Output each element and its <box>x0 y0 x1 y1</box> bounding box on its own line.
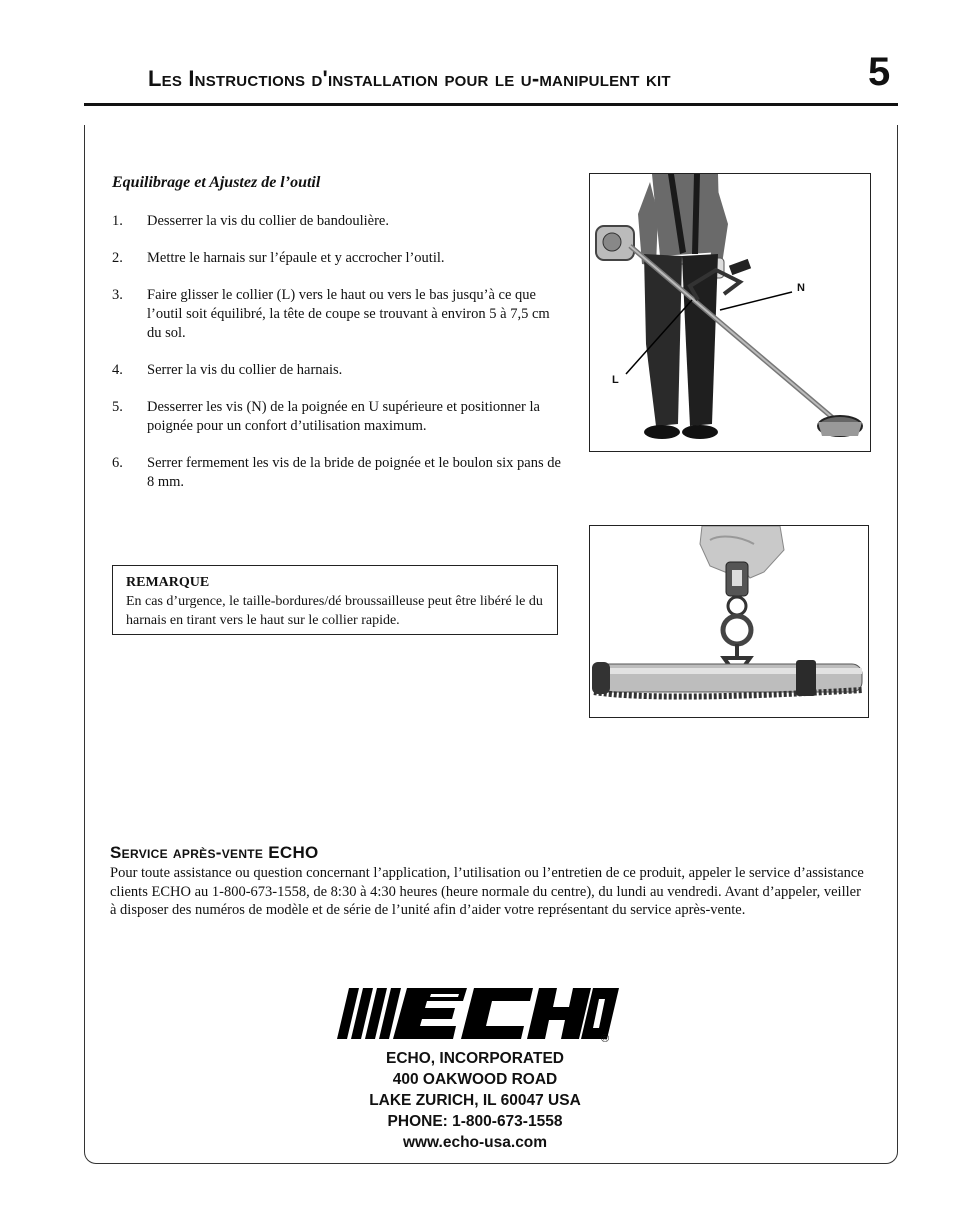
company-name: ECHO, INCORPORATED <box>386 1050 564 1067</box>
step-number: 2. <box>112 250 123 266</box>
step-text: Serrer fermement les vis de la bride de poignée et le boulon six pans de 8 mm. <box>147 455 561 490</box>
note-title: REMARQUE <box>126 575 210 590</box>
step-item <box>112 398 567 436</box>
page-number: 5 <box>868 50 891 94</box>
step-text: Serrer la vis du collier de harnais. <box>147 362 343 378</box>
note-box <box>112 565 558 635</box>
company-address <box>300 1048 650 1153</box>
company-website[interactable]: www.echo-usa.com <box>402 1134 548 1151</box>
step-item <box>112 249 567 268</box>
callout-label-l: L <box>612 374 619 386</box>
step-item <box>112 212 567 231</box>
step-number: 6. <box>112 455 123 471</box>
page-title: Les Instructions d'installation pour le u-manipulent kit <box>148 66 671 91</box>
step-text: Desserrer les vis (N) de la poignée en U supérieure et positionner la poignée pour un confort d’utilisation maximum. <box>147 399 540 434</box>
step-number: 3. <box>112 287 123 303</box>
step-number: 5. <box>112 399 123 415</box>
service-title: Service après-vente ECHO <box>110 843 319 862</box>
company-city: LAKE ZURICH, IL 60047 USA <box>369 1092 581 1109</box>
service-text: Pour toute assistance ou question concernant l’application, l’utilisation ou l’entretien de ce produit, appeler le service d’assistance clients ECHO au 1-800-673-1558, de 8:30 à 4:30 heures (heure normale du centre), du lundi au vendredi. Avant d’appeler, veiller à disposer des numéros de modèle et de série de l’unité afin d’aider votre représentant du service après-vente. <box>110 865 864 918</box>
section-heading: Equilibrage et Ajustez de l’outil <box>112 174 321 191</box>
company-phone: PHONE: 1-800-673-1558 <box>387 1113 563 1130</box>
quick-release-photo <box>589 525 869 718</box>
step-number: 4. <box>112 362 123 378</box>
company-street: 400 OAKWOOD ROAD <box>392 1071 558 1088</box>
step-item <box>112 454 567 492</box>
trimmer-operator-illustration <box>590 174 870 451</box>
step-text: Desserrer la vis du collier de bandoulière. <box>147 213 389 229</box>
note-text: En cas d’urgence, le taille-bordures/dé broussailleuse peut être libéré le du harnais en tirant vers le haut sur le collier rapide. <box>126 594 543 628</box>
step-text: Mettre le harnais sur l’épaule et y accrocher l’outil. <box>147 250 445 266</box>
echo-logo <box>335 985 620 1047</box>
step-item <box>112 286 567 343</box>
step-text: Faire glisser le collier (L) vers le haut ou vers le bas jusqu’à ce que l’outil soit équilibré, la tête de coupe se trouvant à environ 5 à 7,5 cm du sol. <box>147 287 550 341</box>
header-rule <box>84 103 898 106</box>
steps-list <box>112 212 567 510</box>
registered-mark: ® <box>601 1033 610 1045</box>
step-number: 1. <box>112 213 123 229</box>
step-item <box>112 361 567 380</box>
quick-release-illustration <box>590 526 868 717</box>
trimmer-balance-photo <box>589 173 871 452</box>
callout-label-n: N <box>797 282 805 294</box>
